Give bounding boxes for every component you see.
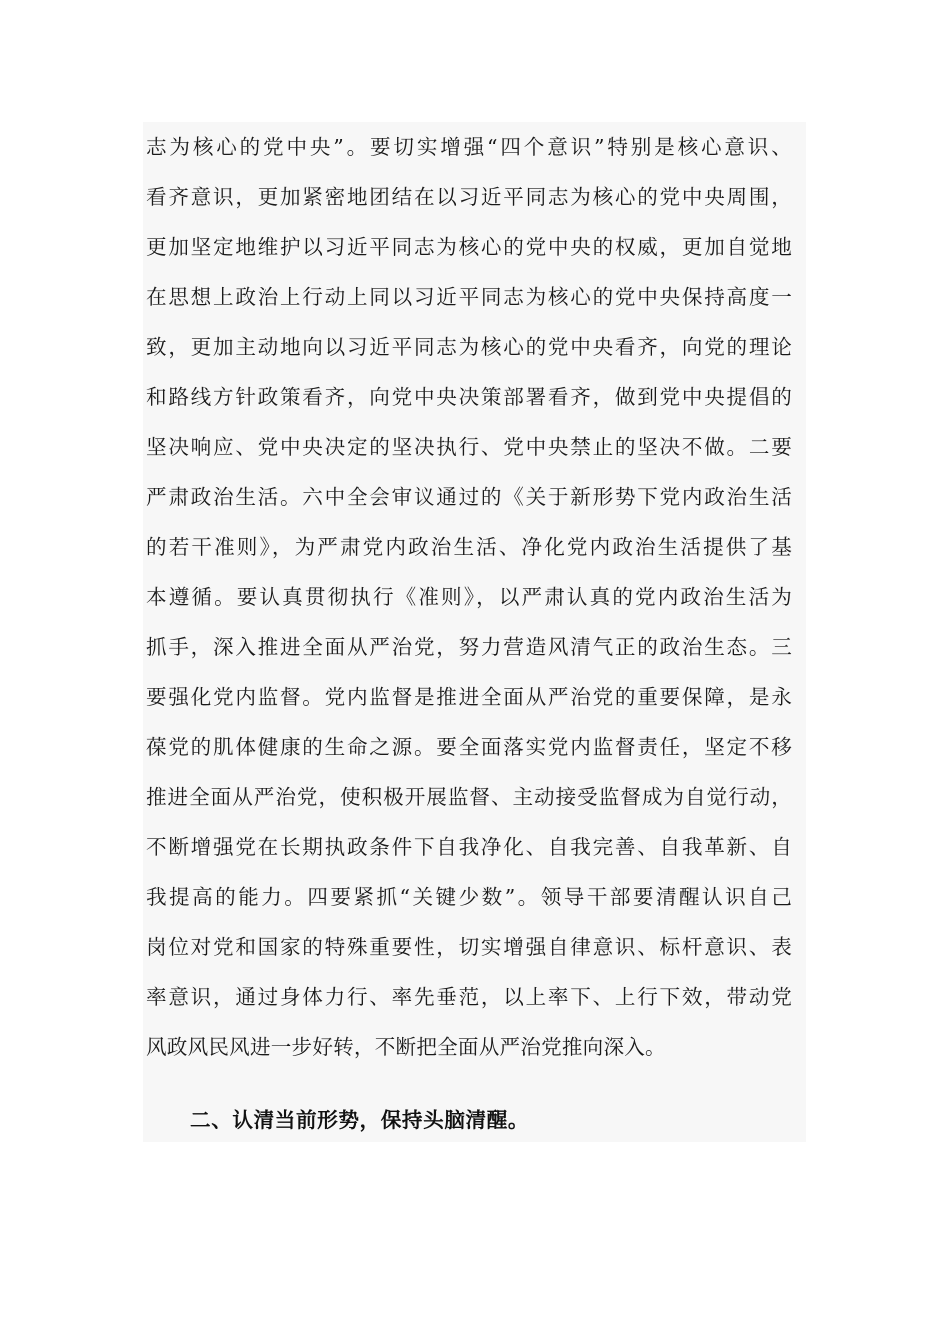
paragraph-line: 岗位对党和国家的特殊重要性，切实增强自律意识、标杆意识、表 [146,935,792,959]
paragraph-line: 和路线方针政策看齐，向党中央决策部署看齐，做到党中央提倡的 [146,385,792,409]
section-heading: 二、认清当前形势，保持头脑清醒。 [190,1108,530,1132]
paragraph-line: 推进全面从严治党，使积极开展监督、主动接受监督成为自觉行动， [146,785,792,809]
paragraph-line: 抓手，深入推进全面从严治党，努力营造风清气正的政治生态。三 [146,635,792,659]
paragraph-line: 在思想上政治上行动上同以习近平同志为核心的党中央保持高度一 [146,285,792,309]
paragraph-line: 本遵循。要认真贯彻执行《准则》，以严肃认真的党内政治生活为 [146,585,792,609]
paragraph-line: 要强化党内监督。党内监督是推进全面从严治党的重要保障，是永 [146,685,792,709]
paragraph-line: 看齐意识，更加紧密地团结在以习近平同志为核心的党中央周围， [146,185,792,209]
paragraph-line: 风政风民风进一步好转，不断把全面从严治党推向深入。 [146,1035,666,1059]
paragraph-line: 坚决响应、党中央决定的坚决执行、党中央禁止的坚决不做。二要 [146,435,792,459]
paragraph-line: 志为核心的党中央”。要切实增强“四个意识”特别是核心意识、 [146,135,792,159]
paragraph-line: 我提高的能力。四要紧抓“关键少数”。领导干部要清醒认识自己 [146,885,792,909]
paragraph-line: 葆党的肌体健康的生命之源。要全面落实党内监督责任，坚定不移 [146,735,792,759]
paragraph-line: 不断增强党在长期执政条件下自我净化、自我完善、自我革新、自 [146,835,792,859]
document-page [143,122,806,1142]
body-paragraph [143,122,806,1072]
paragraph-line: 的若干准则》，为严肃党内政治生活、净化党内政治生活提供了基 [146,535,792,559]
paragraph-line: 率意识，通过身体力行、率先垂范，以上率下、上行下效，带动党 [146,985,792,1009]
paragraph-line: 严肃政治生活。六中全会审议通过的《关于新形势下党内政治生活 [146,485,792,509]
paragraph-line: 更加坚定地维护以习近平同志为核心的党中央的权威，更加自觉地 [146,235,792,259]
paragraph-line: 致，更加主动地向以习近平同志为核心的党中央看齐，向党的理论 [146,335,792,359]
